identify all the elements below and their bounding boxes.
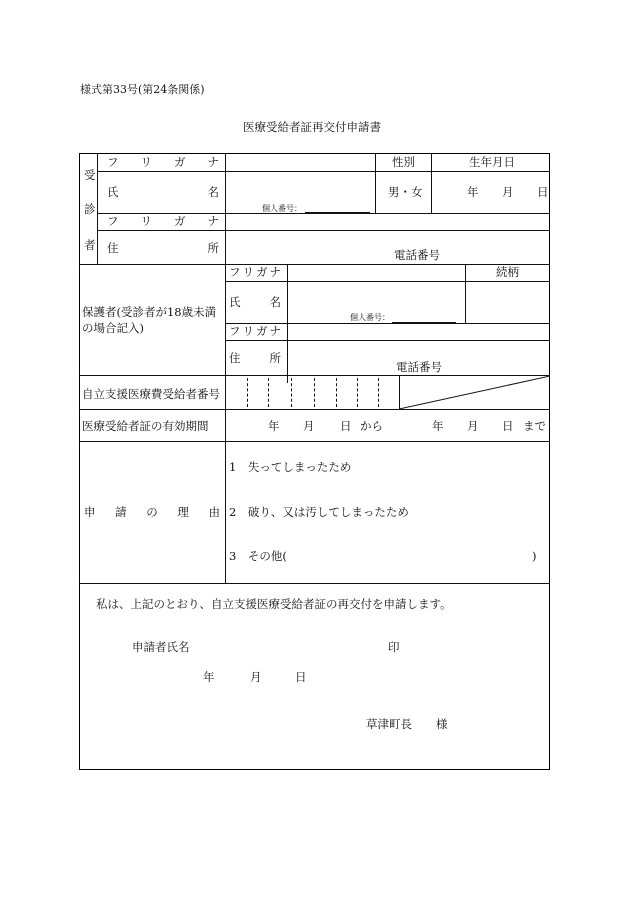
guardian-name-label: 氏 名 xyxy=(229,295,281,309)
guardian-furigana-label: フ リ ガ ナ xyxy=(229,265,281,279)
validity-to-suffix: まで xyxy=(523,419,546,433)
diagonal-slash xyxy=(399,376,550,409)
addressee: 草津町長 xyxy=(366,717,412,731)
form-title: 医療受給者証再交付申請書 xyxy=(243,120,381,134)
patient-section-char-3: 者 xyxy=(84,238,96,252)
seal-mark: 印 xyxy=(388,640,400,654)
relationship-header: 続柄 xyxy=(496,265,519,279)
birthdate-header: 生年月日 xyxy=(469,155,515,169)
validity-bottom xyxy=(79,441,550,442)
reason-bottom xyxy=(79,583,550,584)
patient-personal-number-label: 個人番号： xyxy=(262,204,302,213)
declaration-month: 月 xyxy=(250,670,262,684)
applicant-name-label: 申請者氏名 xyxy=(132,640,190,654)
patient-row-line-2 xyxy=(97,213,550,214)
recipient-number-bottom xyxy=(79,409,550,410)
validity-to-year: 年 xyxy=(432,419,444,433)
sex-column-left xyxy=(375,154,376,213)
sex-value: 男・女 xyxy=(388,185,423,199)
patient-section-bottom xyxy=(79,264,550,265)
reason-option-3[interactable]: 3 その他( xyxy=(229,549,287,563)
form-number: 様式第33号(第24条関係) xyxy=(80,83,205,96)
sex-header: 性別 xyxy=(392,155,415,169)
validity-from-month: 月 xyxy=(303,419,315,433)
validity-from-suffix: から xyxy=(360,419,383,433)
relationship-column-divider xyxy=(465,264,466,324)
guardian-furigana-label-2: フ リ ガ ナ xyxy=(229,324,281,338)
patient-row-line-1 xyxy=(97,171,550,172)
guardian-address-label: 住 所 xyxy=(229,351,281,365)
birthdate-month: 月 xyxy=(502,185,514,199)
reason-option-1[interactable]: 1 失ってしまったため xyxy=(229,460,352,474)
recipient-number-label: 自立支援医療費受給者番号 xyxy=(82,387,220,401)
honorific: 様 xyxy=(436,717,448,731)
birthdate-year: 年 xyxy=(467,185,479,199)
reason-option-3-close: ) xyxy=(532,549,537,563)
guardian-phone-label: 電話番号 xyxy=(396,360,442,374)
patient-phone-label: 電話番号 xyxy=(394,248,440,262)
validity-to-day: 日 xyxy=(502,419,514,433)
patient-section-char-1: 受 xyxy=(84,168,96,182)
guardian-row-line-3 xyxy=(225,340,550,341)
recipient-number-boxes[interactable] xyxy=(225,376,399,409)
label-column-divider xyxy=(225,154,226,583)
guardian-personal-number-label: 個人番号： xyxy=(350,313,390,322)
declaration-year: 年 xyxy=(203,670,215,684)
validity-to-month: 月 xyxy=(467,419,479,433)
declaration-statement: 私は、上記のとおり、自立支援医療受給者証の再交付を申請します。 xyxy=(96,597,452,611)
patient-section-char-2: 診 xyxy=(84,202,96,216)
patient-name-label: 氏 名 xyxy=(107,185,219,199)
declaration-day: 日 xyxy=(295,670,307,684)
patient-furigana-label-2: フ リ ガ ナ xyxy=(107,214,219,228)
validity-from-day: 日 xyxy=(340,419,352,433)
patient-personal-number-field[interactable] xyxy=(305,212,370,213)
validity-label: 医療受給者証の有効期間 xyxy=(82,419,209,433)
patient-row-line-3 xyxy=(97,230,550,231)
sex-column-right xyxy=(431,154,432,213)
guardian-row-line-1 xyxy=(225,281,550,282)
guardian-section-label-1: 保護者(受診者が18歳未満 xyxy=(82,305,217,319)
guardian-personal-number-field[interactable] xyxy=(392,322,456,323)
guardian-section-label-2: の場合記入) xyxy=(82,321,144,335)
validity-from-year: 年 xyxy=(268,419,280,433)
reason-label: 申 請 の 理 由 xyxy=(84,505,220,519)
patient-address-label: 住 所 xyxy=(107,241,219,255)
patient-furigana-label: フ リ ガ ナ xyxy=(107,155,219,169)
birthdate-day: 日 xyxy=(537,185,549,199)
reason-option-2[interactable]: 2 破り、又は汚してしまったため xyxy=(229,505,409,519)
